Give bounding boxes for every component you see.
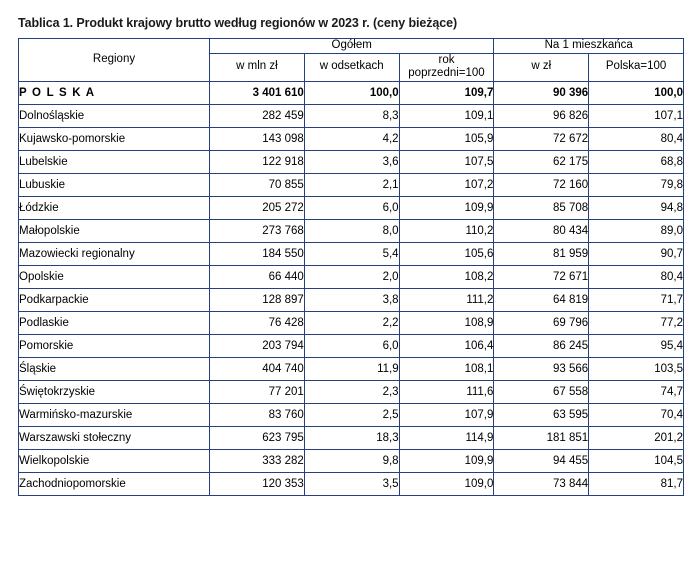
cell-prev-year: 108,1 xyxy=(399,357,494,380)
cell-zl: 72 672 xyxy=(494,127,589,150)
cell-mln-zl: 203 794 xyxy=(210,334,305,357)
table-row xyxy=(19,173,684,196)
cell-poland-100: 90,7 xyxy=(589,242,684,265)
cell-percent: 3,5 xyxy=(304,472,399,495)
cell-mln-zl: 404 740 xyxy=(210,357,305,380)
table-row xyxy=(19,403,684,426)
cell-poland-100: 80,4 xyxy=(589,127,684,150)
cell-zl: 90 396 xyxy=(494,81,589,104)
column-header-poland-100: Polska=100 xyxy=(589,53,684,81)
cell-zl: 72 671 xyxy=(494,265,589,288)
cell-zl: 80 434 xyxy=(494,219,589,242)
cell-region: Warszawski stołeczny xyxy=(19,426,210,449)
cell-mln-zl: 76 428 xyxy=(210,311,305,334)
cell-region: Mazowiecki regionalny xyxy=(19,242,210,265)
cell-prev-year: 108,9 xyxy=(399,311,494,334)
cell-mln-zl: 282 459 xyxy=(210,104,305,127)
cell-mln-zl: 77 201 xyxy=(210,380,305,403)
cell-percent: 5,4 xyxy=(304,242,399,265)
column-header-regions: Regiony xyxy=(19,39,210,82)
table-row xyxy=(19,104,684,127)
cell-prev-year: 106,4 xyxy=(399,334,494,357)
cell-zl: 69 796 xyxy=(494,311,589,334)
table-row xyxy=(19,81,684,104)
column-header-zl: w zł xyxy=(494,53,589,81)
cell-poland-100: 71,7 xyxy=(589,288,684,311)
cell-zl: 181 851 xyxy=(494,426,589,449)
column-header-percent: w odsetkach xyxy=(304,53,399,81)
cell-region: Świętokrzyskie xyxy=(19,380,210,403)
column-group-header-per-capita: Na 1 mieszkańca xyxy=(494,39,684,54)
cell-percent: 2,0 xyxy=(304,265,399,288)
cell-prev-year: 105,9 xyxy=(399,127,494,150)
cell-percent: 2,5 xyxy=(304,403,399,426)
cell-poland-100: 77,2 xyxy=(589,311,684,334)
cell-zl: 72 160 xyxy=(494,173,589,196)
column-header-prev-year: rok poprzedni=100 xyxy=(399,53,494,81)
table-body xyxy=(19,81,684,495)
cell-percent: 6,0 xyxy=(304,334,399,357)
cell-region: Małopolskie xyxy=(19,219,210,242)
cell-prev-year: 107,2 xyxy=(399,173,494,196)
cell-percent: 100,0 xyxy=(304,81,399,104)
cell-percent: 11,9 xyxy=(304,357,399,380)
column-group-header-total: Ogółem xyxy=(210,39,494,54)
cell-prev-year: 109,1 xyxy=(399,104,494,127)
cell-percent: 9,8 xyxy=(304,449,399,472)
cell-mln-zl: 205 272 xyxy=(210,196,305,219)
cell-percent: 4,2 xyxy=(304,127,399,150)
cell-zl: 62 175 xyxy=(494,150,589,173)
cell-zl: 94 455 xyxy=(494,449,589,472)
cell-zl: 73 844 xyxy=(494,472,589,495)
cell-region: Zachodniopomorskie xyxy=(19,472,210,495)
cell-prev-year: 108,2 xyxy=(399,265,494,288)
table-row xyxy=(19,265,684,288)
cell-region: Łódzkie xyxy=(19,196,210,219)
cell-poland-100: 104,5 xyxy=(589,449,684,472)
cell-poland-100: 95,4 xyxy=(589,334,684,357)
cell-poland-100: 94,8 xyxy=(589,196,684,219)
cell-region: Dolnośląskie xyxy=(19,104,210,127)
cell-region: Wielkopolskie xyxy=(19,449,210,472)
cell-zl: 67 558 xyxy=(494,380,589,403)
cell-prev-year: 107,5 xyxy=(399,150,494,173)
cell-mln-zl: 143 098 xyxy=(210,127,305,150)
cell-poland-100: 107,1 xyxy=(589,104,684,127)
cell-prev-year: 110,2 xyxy=(399,219,494,242)
cell-prev-year: 107,9 xyxy=(399,403,494,426)
cell-region: Lubuskie xyxy=(19,173,210,196)
cell-zl: 86 245 xyxy=(494,334,589,357)
cell-prev-year: 105,6 xyxy=(399,242,494,265)
cell-prev-year: 111,2 xyxy=(399,288,494,311)
cell-region: Warmińsko-mazurskie xyxy=(19,403,210,426)
cell-percent: 8,3 xyxy=(304,104,399,127)
cell-percent: 6,0 xyxy=(304,196,399,219)
cell-mln-zl: 120 353 xyxy=(210,472,305,495)
cell-percent: 2,2 xyxy=(304,311,399,334)
cell-region: Kujawsko-pomorskie xyxy=(19,127,210,150)
cell-mln-zl: 128 897 xyxy=(210,288,305,311)
cell-prev-year: 109,7 xyxy=(399,81,494,104)
cell-mln-zl: 66 440 xyxy=(210,265,305,288)
table-row xyxy=(19,449,684,472)
cell-region: Podlaskie xyxy=(19,311,210,334)
cell-prev-year: 109,0 xyxy=(399,472,494,495)
cell-mln-zl: 184 550 xyxy=(210,242,305,265)
table-row xyxy=(19,288,684,311)
cell-poland-100: 81,7 xyxy=(589,472,684,495)
table-row xyxy=(19,334,684,357)
cell-percent: 2,1 xyxy=(304,173,399,196)
cell-poland-100: 70,4 xyxy=(589,403,684,426)
table-row xyxy=(19,426,684,449)
cell-percent: 3,6 xyxy=(304,150,399,173)
cell-mln-zl: 83 760 xyxy=(210,403,305,426)
cell-mln-zl: 122 918 xyxy=(210,150,305,173)
cell-percent: 8,0 xyxy=(304,219,399,242)
table-row xyxy=(19,219,684,242)
cell-zl: 93 566 xyxy=(494,357,589,380)
cell-poland-100: 201,2 xyxy=(589,426,684,449)
cell-poland-100: 79,8 xyxy=(589,173,684,196)
table-header xyxy=(19,39,684,82)
cell-region: P O L S K A xyxy=(19,81,210,104)
cell-poland-100: 100,0 xyxy=(589,81,684,104)
table-header-row-groups xyxy=(19,39,684,54)
cell-percent: 2,3 xyxy=(304,380,399,403)
column-header-mln-zl: w mln zł xyxy=(210,53,305,81)
cell-zl: 64 819 xyxy=(494,288,589,311)
table-row xyxy=(19,357,684,380)
cell-mln-zl: 3 401 610 xyxy=(210,81,305,104)
cell-prev-year: 114,9 xyxy=(399,426,494,449)
cell-mln-zl: 333 282 xyxy=(210,449,305,472)
page-title: Tablica 1. Produkt krajowy brutto według regionów w 2023 r. (ceny bieżące) xyxy=(18,16,458,30)
cell-poland-100: 74,7 xyxy=(589,380,684,403)
gdp-by-region-table xyxy=(18,38,684,496)
cell-prev-year: 109,9 xyxy=(399,449,494,472)
cell-region: Pomorskie xyxy=(19,334,210,357)
table-row xyxy=(19,380,684,403)
cell-zl: 85 708 xyxy=(494,196,589,219)
cell-zl: 63 595 xyxy=(494,403,589,426)
cell-zl: 96 826 xyxy=(494,104,589,127)
cell-region: Lubelskie xyxy=(19,150,210,173)
cell-prev-year: 109,9 xyxy=(399,196,494,219)
table-row xyxy=(19,150,684,173)
table-row xyxy=(19,472,684,495)
cell-poland-100: 89,0 xyxy=(589,219,684,242)
cell-mln-zl: 623 795 xyxy=(210,426,305,449)
table-row xyxy=(19,127,684,150)
table-row xyxy=(19,311,684,334)
cell-region: Śląskie xyxy=(19,357,210,380)
cell-mln-zl: 70 855 xyxy=(210,173,305,196)
cell-poland-100: 68,8 xyxy=(589,150,684,173)
cell-mln-zl: 273 768 xyxy=(210,219,305,242)
cell-poland-100: 103,5 xyxy=(589,357,684,380)
cell-region: Opolskie xyxy=(19,265,210,288)
cell-prev-year: 111,6 xyxy=(399,380,494,403)
cell-percent: 18,3 xyxy=(304,426,399,449)
cell-zl: 81 959 xyxy=(494,242,589,265)
table-row xyxy=(19,196,684,219)
cell-region: Podkarpackie xyxy=(19,288,210,311)
table-row xyxy=(19,242,684,265)
cell-poland-100: 80,4 xyxy=(589,265,684,288)
cell-percent: 3,8 xyxy=(304,288,399,311)
